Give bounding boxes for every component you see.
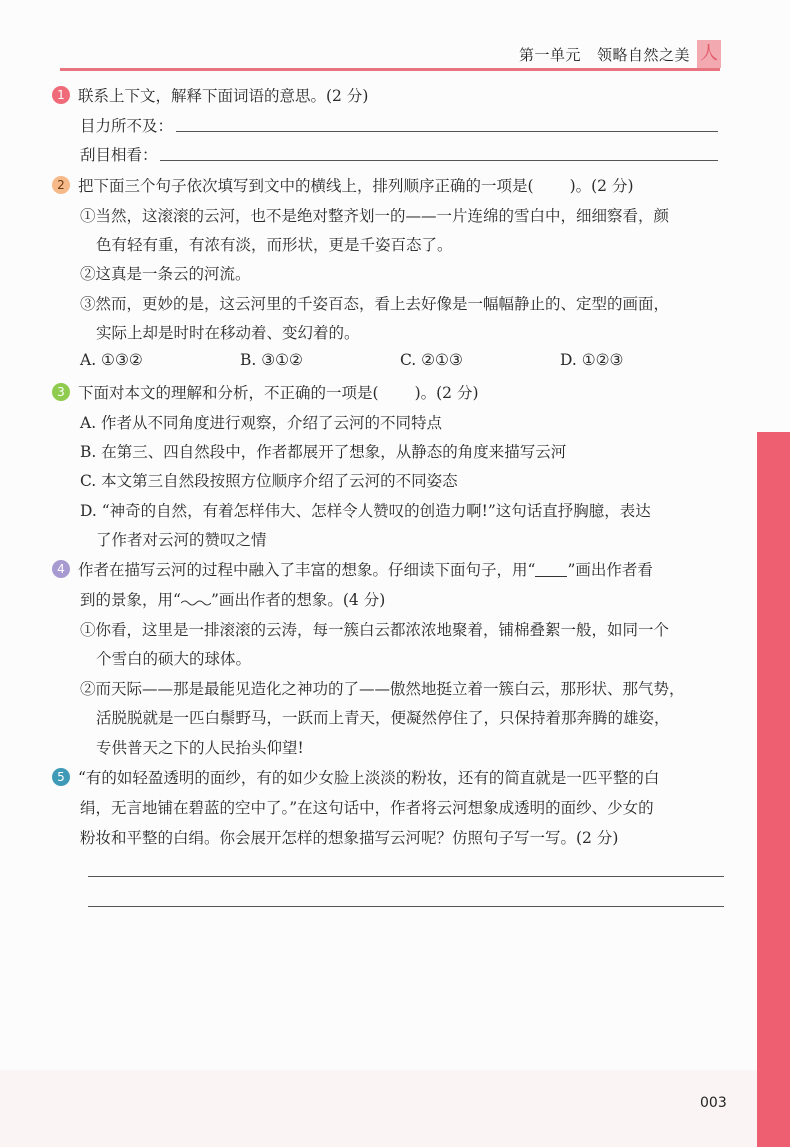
straight-underline-mark — [535, 562, 567, 577]
unit-label: 第一单元 — [518, 46, 581, 64]
wavy-underline-mark — [181, 599, 211, 607]
q4-sentence2-a: ②而天际——那是最能见造化之神功的了——傲然地挺立着一簇白云，那形状、那气势， — [80, 680, 685, 698]
q3-option-b[interactable]: B. 在第三、四自然段中，作者都展开了想象，从静态的角度来描写云河 — [80, 443, 567, 461]
q2-sentence1-a: ①当然，这滚滚的云河，也不是绝对整齐划一的——一片连绵的雪白中，细细察看，颜 — [80, 207, 670, 225]
q5-line2: 绢，无言地铺在碧蓝的空中了。”在这句话中，作者将云河想象成透明的面纱、少女的 — [80, 799, 654, 817]
header-badge: 人 — [697, 40, 721, 68]
q2-option-a[interactable]: A. ①③② — [80, 351, 143, 369]
q2-number: 2 — [52, 176, 70, 194]
q2-sentence2: ②这真是一条云的河流。 — [80, 265, 251, 283]
q4-sentence2-b: 活脱脱就是一匹白鬃野马，一跃而上青天，便凝然停住了，只保持着那奔腾的雄姿， — [96, 709, 670, 727]
q4-sentence2-c: 专供普天之下的人民抬头仰望! — [96, 739, 304, 757]
q5-line3: 粉妆和平整的白绢。你会展开怎样的想象描写云河呢？仿照句子写一写。(2 分) — [80, 829, 619, 847]
q2-option-c[interactable]: C. ②①③ — [400, 351, 463, 369]
bottom-band — [0, 1070, 757, 1147]
q5-line1: 5 “有的如轻盈透明的面纱，有的如少女脸上淡淡的粉妆，还有的简直就是一匹平整的白 — [52, 766, 659, 788]
q4-stem-line2: 到的景象，用“ ”画出作者的想象。(4 分) — [80, 591, 386, 609]
page-header — [0, 38, 790, 68]
q3-option-c[interactable]: C. 本文第三自然段按照方位顺序介绍了云河的不同姿态 — [80, 472, 458, 490]
q2-sentence3-b: 实际上却是时时在移动着、变幻着的。 — [96, 324, 360, 342]
side-color-stripe — [757, 432, 790, 1147]
q2-sentence1-b: 色有轻有重，有浓有淡，而形状，更是千姿百态了。 — [96, 236, 453, 254]
header-divider — [60, 68, 720, 71]
q4-number: 4 — [52, 560, 70, 578]
q3-number: 3 — [52, 383, 70, 401]
q5-answer-line-2[interactable] — [88, 906, 724, 907]
q1-word2-label: 刮目相看： — [80, 146, 158, 164]
q4-sentence1-a: ①你看，这里是一排滚滚的云涛，每一簇白云都浓浓地聚着，铺棉叠絮一般，如同一个 — [80, 621, 670, 639]
q3-option-d-line2: 了作者对云河的赞叹之情 — [96, 531, 267, 549]
q2-option-b[interactable]: B. ③①② — [240, 351, 303, 369]
q4-stem-line1: 4 作者在描写云河的过程中融入了丰富的想象。仔细读下面句子，用“ ”画出作者看 — [52, 558, 653, 580]
q1-stem: 1 联系上下文，解释下面词语的意思。(2 分) — [52, 84, 368, 106]
unit-title: 领略自然之美 — [596, 46, 690, 64]
q1-answer-line-2[interactable] — [160, 160, 718, 161]
q5-answer-line-1[interactable] — [88, 876, 724, 877]
q2-stem: 2 把下面三个句子依次填写到文中的横线上，排列顺序正确的一项是( )。(2 分) — [52, 174, 634, 196]
q1-word1-label: 目力所不及： — [80, 117, 174, 135]
q4-sentence1-b: 个雪白的硕大的球体。 — [96, 650, 252, 668]
q3-option-a[interactable]: A. 作者从不同角度进行观察，介绍了云河的不同特点 — [80, 414, 443, 432]
q3-stem: 3 下面对本文的理解和分析，不正确的一项是( )。(2 分) — [52, 381, 479, 403]
q1-number: 1 — [52, 86, 70, 104]
q1-answer-line-1[interactable] — [176, 131, 718, 132]
q2-option-d[interactable]: D. ①②③ — [560, 351, 624, 369]
q2-sentence3-a: ③然而，更妙的是，这云河里的千姿百态，看上去好像是一幅幅静止的、定型的画面， — [80, 295, 670, 313]
page-number: 003 — [700, 1095, 727, 1111]
q3-option-d-line1[interactable]: D. “神奇的自然，有着怎样伟大、怎样令人赞叹的创造力啊!”这句话直抒胸臆，表达 — [80, 502, 651, 520]
header-title — [519, 44, 690, 65]
q5-number: 5 — [52, 768, 70, 786]
